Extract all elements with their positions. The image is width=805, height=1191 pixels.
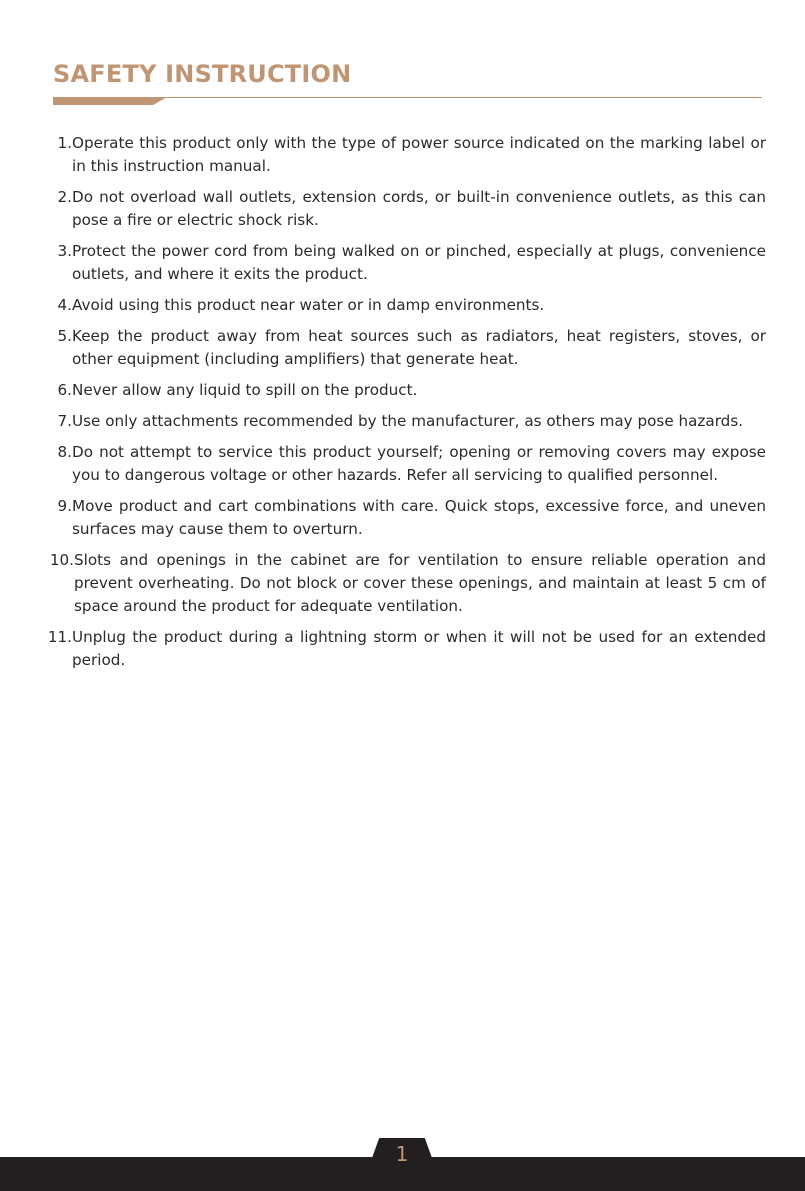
page-title: SAFETY INSTRUCTION	[53, 60, 352, 88]
item-number: 9.	[57, 497, 72, 515]
item-text: Slots and openings in the cabinet are for ventilation to ensure reliable operation and prevent overheating. Do not block or cover these openings, and maintain at least 5 cm of space around the product for adequate ventilation.	[74, 551, 766, 615]
item-number: 2.	[57, 188, 72, 206]
page-number: 1	[395, 1142, 409, 1166]
list-item	[44, 410, 766, 433]
item-text: Keep the product away from heat sources such as radiators, heat registers, stoves, or other equipment (including amplifiers) that generate heat.	[72, 327, 766, 368]
list-item	[44, 240, 766, 286]
item-text: Do not overload wall outlets, extension cords, or built-in convenience outlets, as this can pose a fire or electric shock risk.	[72, 188, 766, 229]
list-item	[44, 441, 766, 487]
item-text: Move product and cart combinations with care. Quick stops, excessive force, and uneven surfaces may cause them to overturn.	[72, 497, 766, 538]
item-number: 7.	[57, 412, 72, 430]
item-text: Never allow any liquid to spill on the product.	[72, 381, 418, 399]
safety-instruction-list	[44, 132, 766, 680]
list-item	[44, 325, 766, 371]
item-text: Do not attempt to service this product yourself; opening or removing covers may expose you to dangerous voltage or other hazards. Refer all servicing to qualified personnel.	[72, 443, 766, 484]
list-item	[44, 495, 766, 541]
item-number: 6.	[57, 381, 72, 399]
item-text: Unplug the product during a lightning storm or when it will not be used for an extended period.	[72, 628, 766, 669]
list-item	[44, 186, 766, 232]
list-item	[44, 379, 766, 402]
list-item	[44, 549, 766, 618]
item-number: 8.	[57, 443, 72, 461]
list-item	[44, 132, 766, 178]
item-text: Avoid using this product near water or in damp environments.	[72, 296, 545, 314]
item-number: 11.	[47, 628, 72, 646]
item-number: 1.	[57, 134, 72, 152]
title-accent-bar	[53, 97, 167, 105]
item-text: Use only attachments recommended by the manufacturer, as others may pose hazards.	[72, 412, 744, 430]
item-number: 10.	[49, 551, 74, 569]
list-item	[44, 294, 766, 317]
list-item	[44, 626, 766, 672]
item-number: 3.	[57, 242, 72, 260]
item-number: 4.	[57, 296, 72, 314]
item-text: Protect the power cord from being walked on or pinched, especially at plugs, convenience outlets, and where it exits the product.	[72, 242, 766, 283]
item-text: Operate this product only with the type of power source indicated on the marking label or in this instruction manual.	[72, 134, 766, 175]
item-number: 5.	[57, 327, 72, 345]
